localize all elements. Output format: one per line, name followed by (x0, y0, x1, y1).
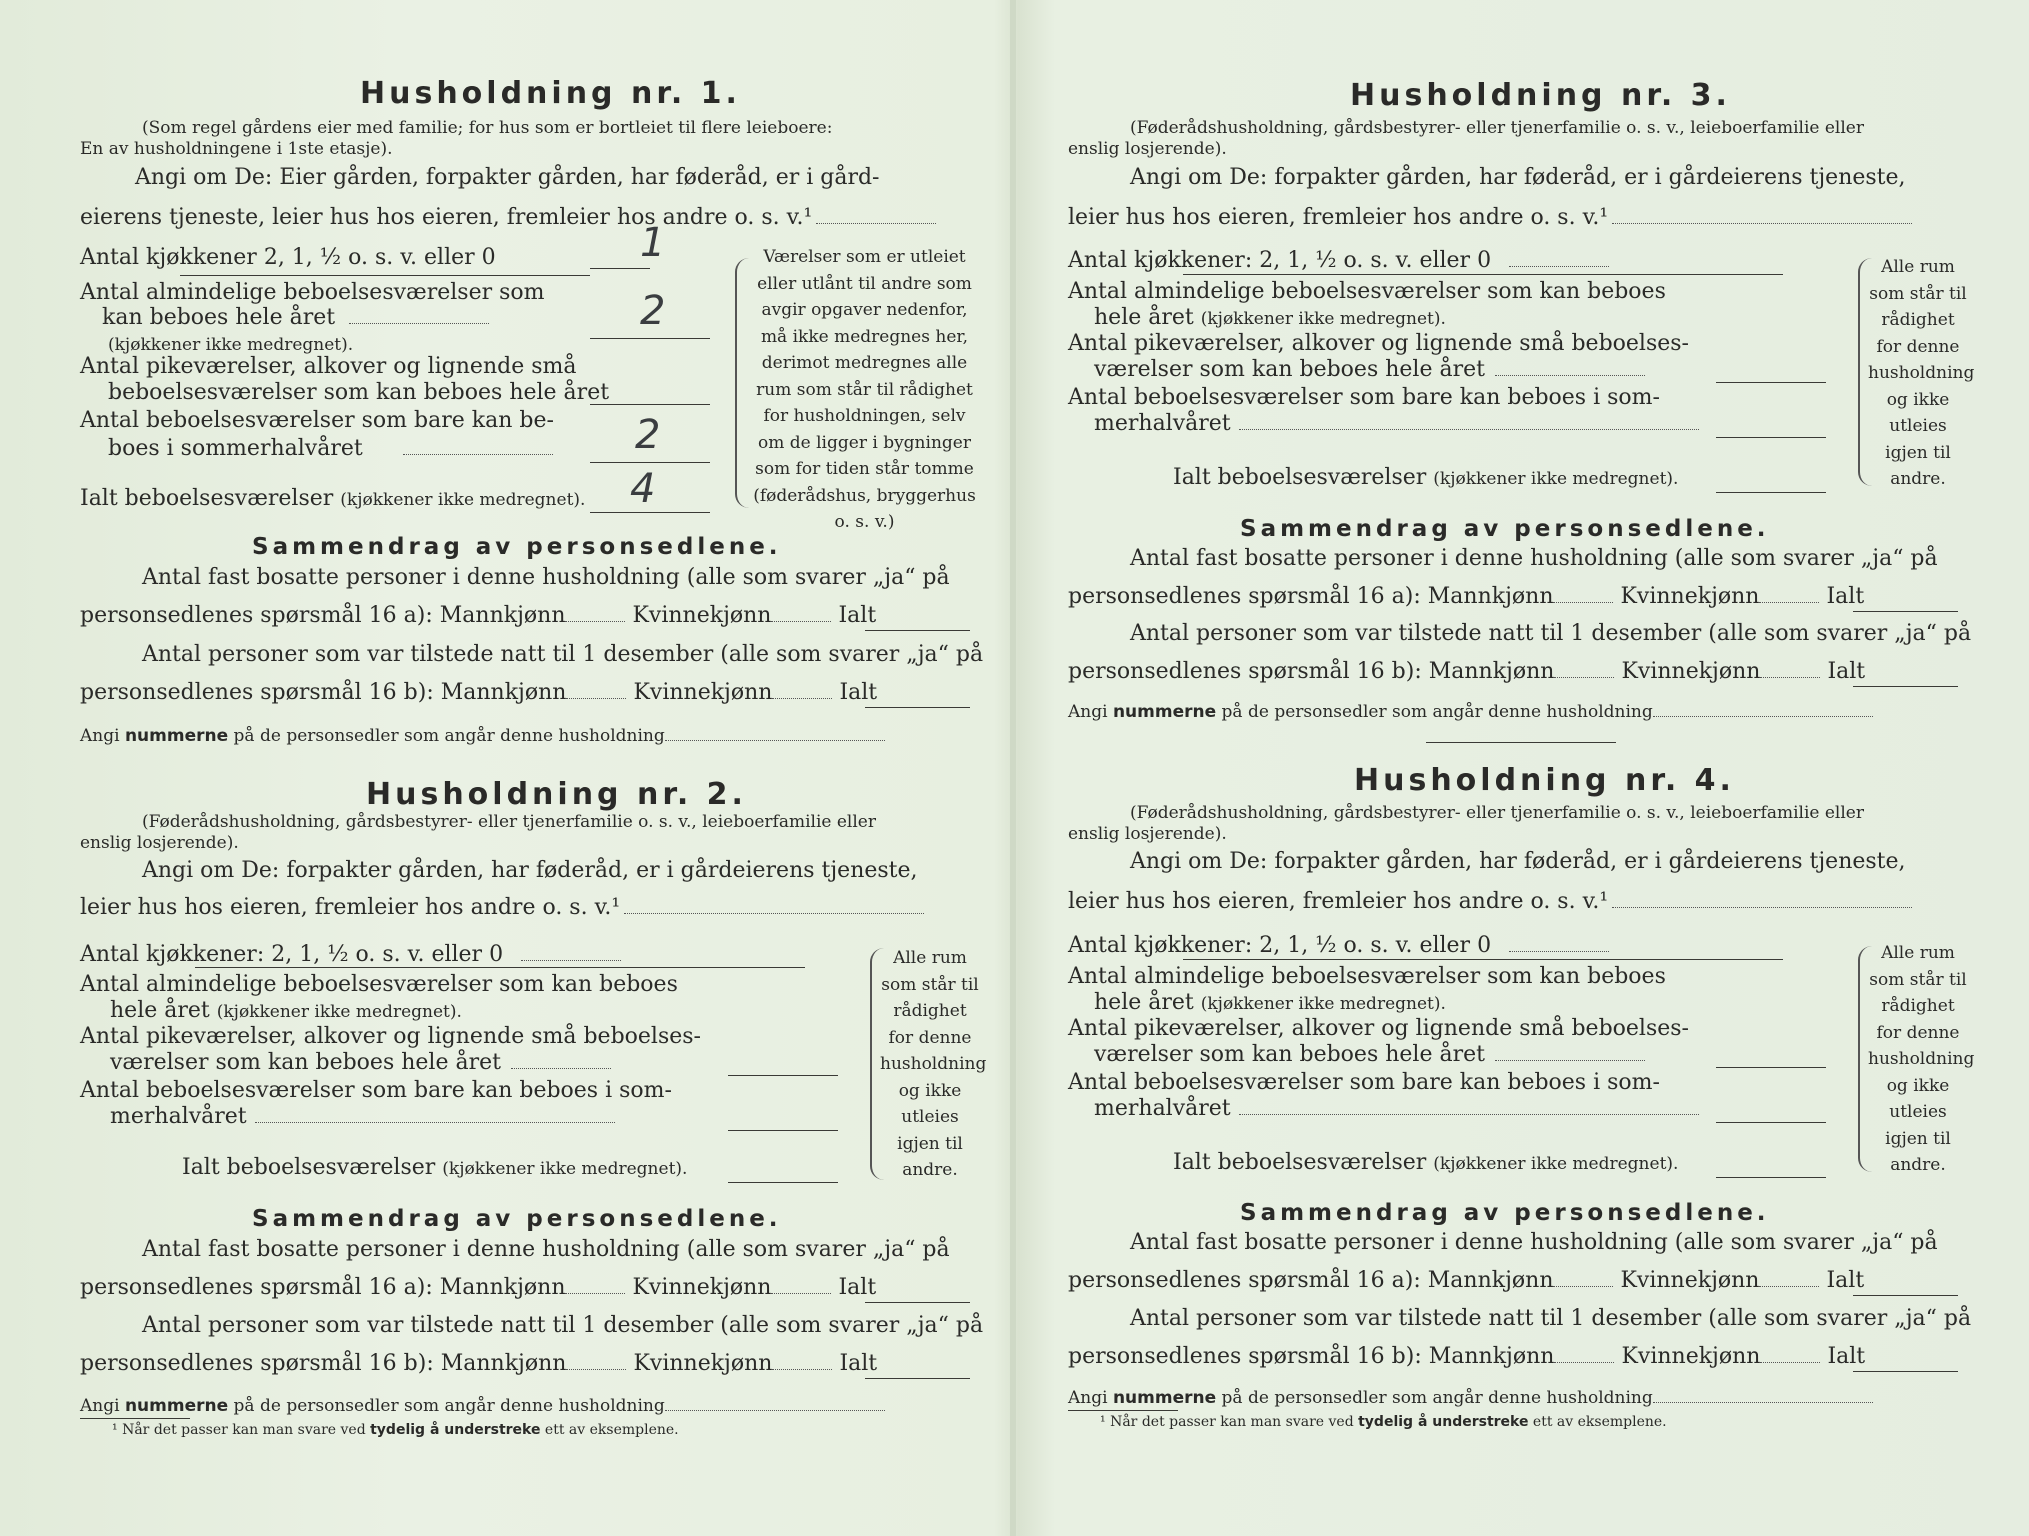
h3-ialt-line (1716, 492, 1826, 493)
h4-alm-line2: hele året (kjøkkener ikke medregnet). (1094, 990, 1446, 1015)
h1-sommer-line2: boes i sommerhalvåret (108, 436, 553, 461)
h2-sommer-line (728, 1130, 838, 1131)
h4-ialt-line (1716, 1177, 1826, 1178)
h3-kjokkener-label: Antal kjøkkener: 2, 1, ½ o. s. v. eller 0 (1068, 248, 1609, 273)
s4-title: Sammendrag av personsedlene. (1240, 1200, 1770, 1226)
s2-tilstede-line1: Antal personer som var tilstede natt til 1 desember (alle som svarer „ja“ på (142, 1313, 984, 1338)
h1-alm-answer: 2 (640, 288, 666, 334)
h2-angi-line2: leier hus hos eieren, fremleier hos andre o. s. v.¹ (80, 895, 924, 920)
h4-pike-line (1716, 1067, 1826, 1068)
h2-alm-line1: Antal almindelige beboelsesværelser som kan beboes (80, 972, 678, 997)
h3-pike-line1: Antal pikeværelser, alkover og lignende små beboelses- (1068, 331, 1689, 356)
s2-fast-line1: Antal fast bosatte personer i denne husholdning (alle som svarer „ja“ på (142, 1237, 950, 1262)
h1-pike-line2: beboelsesværelser som kan beboes hele året (108, 380, 610, 405)
h1-ialt-row: Ialt beboelsesværelser (kjøkkener ikke medregnet). (80, 486, 586, 511)
h4-alm-line1: Antal almindelige beboelsesværelser som kan beboes (1068, 964, 1666, 989)
right-column (1068, 0, 1973, 1536)
footnote-rule-right (1068, 1410, 1178, 1411)
h2-note-line1: (Føderådshusholdning, gårdsbestyrer- eller tjenerfamilie o. s. v., leieboerfamilie eller (142, 812, 876, 832)
h4-pike-line2: værelser som kan beboes hele året (1094, 1042, 1645, 1067)
h1-kjokkener-line (590, 268, 650, 269)
h3-ialt-row: Ialt beboelsesværelser (kjøkkener ikke medregnet). (1173, 465, 1679, 490)
h4-pike-line1: Antal pikeværelser, alkover og lignende små beboelses- (1068, 1016, 1689, 1041)
s4-tilstede-line1: Antal personer som var tilstede natt til 1 desember (alle som svarer „ja“ på (1130, 1306, 1972, 1331)
s1-title: Sammendrag av personsedlene. (252, 534, 782, 560)
h1-sommer-line (590, 462, 710, 463)
h4-ialt-row: Ialt beboelsesværelser (kjøkkener ikke medregnet). (1173, 1150, 1679, 1175)
s4-tilstede-line2: personsedlenes spørsmål 16 b): Mannkjønn Kvinnekjønn Ialt (1068, 1344, 1866, 1369)
s3-angi-nummerne: Angi nummerne på de personsedler som angår denne husholdning (1068, 702, 1873, 722)
h4-title: Husholdning nr. 4. (1354, 763, 1735, 798)
h1-angi-line2: eierens tjeneste, leier hus hos eieren, fremleier hos andre o. s. v.¹ (80, 205, 936, 230)
h2-pike-line2: værelser som kan beboes hele året (110, 1050, 611, 1075)
h3-sommer-line (1716, 437, 1826, 438)
s2-tilstede-line2: personsedlenes spørsmål 16 b): Mannkjønn Kvinnekjønn Ialt (80, 1351, 878, 1376)
s1-fast-line1: Antal fast bosatte personer i denne husholdning (alle som svarer „ja“ på (142, 565, 950, 590)
h3-sommer-line2: merhalvåret (1094, 411, 1699, 436)
s3-fast-line2: personsedlenes spørsmål 16 a): Mannkjønn Kvinnekjønn Ialt (1068, 584, 1865, 609)
h1-alm-line2: kan beboes hele året (102, 305, 489, 330)
h4-angi-line1: Angi om De: forpakter gården, har føderåd, er i gårdeierens tjeneste, (1130, 849, 1906, 874)
s3-title: Sammendrag av personsedlene. (1240, 516, 1770, 542)
h4-sommer-line1: Antal beboelsesværelser som bare kan beboes i som- (1068, 1070, 1660, 1095)
h4-kjokkener-label: Antal kjøkkener: 2, 1, ½ o. s. v. eller 0 (1068, 933, 1609, 958)
h3-alm-line1: Antal almindelige beboelsesværelser som kan beboes (1068, 279, 1666, 304)
h1-alm-line3: (kjøkkener ikke medregnet). (108, 335, 354, 355)
h1-note-line2: En av husholdningene i 1ste etasje). (80, 139, 393, 159)
h3-alm-line2: hele året (kjøkkener ikke medregnet). (1094, 305, 1446, 330)
h1-pike-line (590, 404, 710, 405)
h2-pike-line (728, 1075, 838, 1076)
s1-fast-ialt-line (865, 630, 970, 631)
h3-angi-line1: Angi om De: forpakter gården, har føderåd, er i gårdeierens tjeneste, (1130, 165, 1906, 190)
h4-sommer-line (1716, 1122, 1826, 1123)
h1-kjokkener-answer: 1 (640, 220, 666, 266)
h2-sommer-line1: Antal beboelsesværelser som bare kan beboes i som- (80, 1078, 672, 1103)
h1-side-note: Værelser som er utleiet eller utlånt til andre som avgir opgaver nedenfor, må ikke medregnes her, derimot medregnes alle rum som står til rådighet for husholdningen, selv om de ligger i bygninger som for tiden står tomme (føderådshus, bryggerhus o. s. v.) (753, 247, 976, 532)
h4-note-line2: enslig losjerende). (1068, 824, 1227, 844)
page-fold (1010, 0, 1016, 1536)
s2-fast-line2: personsedlenes spørsmål 16 a): Mannkjønn Kvinnekjønn Ialt (80, 1275, 877, 1300)
s4-angi-nummerne: Angi nummerne på de personsedler som angår denne husholdning (1068, 1388, 1873, 1408)
s3-fast-line1: Antal fast bosatte personer i denne husholdning (alle som svarer „ja“ på (1130, 546, 1938, 571)
h1-note-line1: (Som regel gårdens eier med familie; for hus som er bortleiet til flere leieboere: (142, 118, 833, 138)
s1-angi-nummerne: Angi nummerne på de personsedler som angår denne husholdning (80, 726, 885, 746)
h2-side-note: Alle rum som står til rådighet for denne husholdning og ikke utleies igjen til andre. (880, 948, 987, 1180)
h2-angi-line1: Angi om De: forpakter gården, har føderåd, er i gårdeierens tjeneste, (142, 858, 918, 883)
h3-pike-line (1716, 382, 1826, 383)
s1-tilstede-ialt-line (865, 707, 970, 708)
h3-note-line2: enslig losjerende). (1068, 139, 1227, 159)
s2-tilstede-ialt-line (865, 1378, 970, 1379)
h1-pike-line1: Antal pikeværelser, alkover og lignende små (80, 354, 577, 379)
s4-fast-line2: personsedlenes spørsmål 16 a): Mannkjønn Kvinnekjønn Ialt (1068, 1268, 1865, 1293)
s1-tilstede-line2: personsedlenes spørsmål 16 b): Mannkjønn Kvinnekjønn Ialt (80, 680, 878, 705)
s3-tilstede-line1: Antal personer som var tilstede natt til 1 desember (alle som svarer „ja“ på (1130, 621, 1972, 646)
footnote-left: ¹ Når det passer kan man svare ved tydelig å understreke ett av eksemplene. (112, 1422, 679, 1438)
h1-title: Husholdning nr. 1. (360, 76, 741, 111)
h2-ialt-row: Ialt beboelsesværelser (kjøkkener ikke medregnet). (182, 1155, 688, 1180)
s3-fast-ialt-line (1853, 611, 1958, 612)
s2-title: Sammendrag av personsedlene. (252, 1206, 782, 1232)
left-column (80, 0, 985, 1536)
h1-brace (735, 258, 749, 508)
h4-side-note: Alle rum som står til rådighet for denne husholdning og ikke utleies igjen til andre. (1868, 943, 1975, 1175)
footnote-right: ¹ Når det passer kan man svare ved tydelig å understreke ett av eksemplene. (1100, 1414, 1667, 1430)
h4-note-line1: (Føderådshusholdning, gårdsbestyrer- eller tjenerfamilie o. s. v., leieboerfamilie eller (1130, 803, 1864, 823)
h4-angi-line2: leier hus hos eieren, fremleier hos andre o. s. v.¹ (1068, 889, 1912, 914)
h3-angi-line2: leier hus hos eieren, fremleier hos andre o. s. v.¹ (1068, 205, 1912, 230)
separator (1426, 742, 1616, 743)
s3-tilstede-line2: personsedlenes spørsmål 16 b): Mannkjønn Kvinnekjønn Ialt (1068, 659, 1866, 684)
h3-title: Husholdning nr. 3. (1350, 78, 1731, 113)
h1-sommer-answer: 2 (635, 412, 661, 458)
h4-sommer-line2: merhalvåret (1094, 1096, 1699, 1121)
footnote-rule-left (80, 1418, 190, 1419)
h1-angi-line1: Angi om De: Eier gården, forpakter gården, har føderåd, er i gård- (135, 165, 880, 190)
h3-note-line1: (Føderådshusholdning, gårdsbestyrer- eller tjenerfamilie o. s. v., leieboerfamilie eller (1130, 118, 1864, 138)
h3-pike-line2: værelser som kan beboes hele året (1094, 357, 1645, 382)
h2-pike-line1: Antal pikeværelser, alkover og lignende små beboelses- (80, 1024, 701, 1049)
h2-title: Husholdning nr. 2. (366, 777, 747, 812)
h1-alm-line1: Antal almindelige beboelsesværelser som (80, 280, 545, 305)
h2-sommer-line2: merhalvåret (110, 1104, 615, 1129)
h1-alm-line (590, 338, 710, 339)
h3-sommer-line1: Antal beboelsesværelser som bare kan beboes i som- (1068, 385, 1660, 410)
s4-fast-ialt-line (1853, 1295, 1958, 1296)
s2-angi-nummerne: Angi nummerne på de personsedler som angår denne husholdning (80, 1396, 885, 1416)
s1-tilstede-line1: Antal personer som var tilstede natt til 1 desember (alle som svarer „ja“ på (142, 642, 984, 667)
h2-alm-line2: hele året (kjøkkener ikke medregnet). (110, 998, 462, 1023)
h3-underline (1183, 274, 1783, 275)
s4-tilstede-ialt-line (1853, 1371, 1958, 1372)
h1-underline (180, 275, 590, 276)
h4-underline (1183, 959, 1783, 960)
h1-sommer-line1: Antal beboelsesværelser som bare kan be- (80, 408, 554, 433)
s3-tilstede-ialt-line (1853, 686, 1958, 687)
s1-fast-line2: personsedlenes spørsmål 16 a): Mannkjønn Kvinnekjønn Ialt (80, 603, 877, 628)
h1-kjokkener-label: Antal kjøkkener 2, 1, ½ o. s. v. eller 0 (80, 245, 496, 270)
s2-fast-ialt-line (865, 1302, 970, 1303)
h2-kjokkener-label: Antal kjøkkener: 2, 1, ½ o. s. v. eller 0 (80, 942, 621, 967)
h3-side-note: Alle rum som står til rådighet for denne husholdning og ikke utleies igjen til andre. (1868, 257, 1975, 489)
s4-fast-line1: Antal fast bosatte personer i denne husholdning (alle som svarer „ja“ på (1130, 1230, 1938, 1255)
h2-underline (195, 967, 805, 968)
h2-ialt-line (728, 1182, 838, 1183)
h2-note-line2: enslig losjerende). (80, 833, 239, 853)
h1-ialt-line (590, 512, 710, 513)
h1-ialt-answer: 4 (630, 466, 656, 512)
